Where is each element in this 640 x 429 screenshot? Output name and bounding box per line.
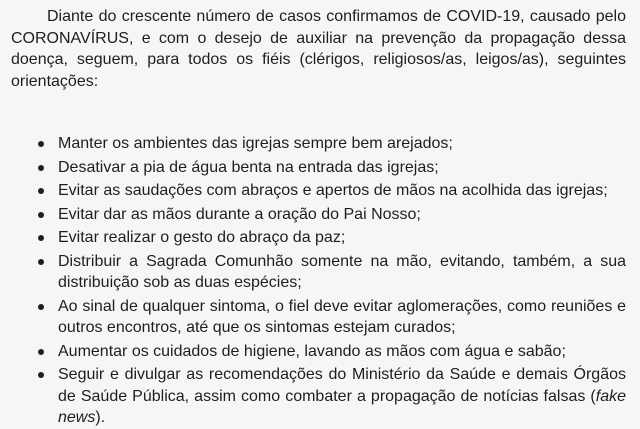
list-item-text: Aumentar os cuidados de higiene, lavando as mãos com água e sabão; — [58, 342, 566, 360]
list-item — [11, 157, 626, 179]
bullet-icon — [38, 259, 44, 265]
list-item-text: Manter os ambientes das igrejas sempre bem arejados; — [58, 135, 453, 152]
list-item-text: Evitar realizar o gesto do abraço da paz; — [58, 229, 346, 246]
intro-paragraph: Diante do crescente número de casos confirmamos de COVID-19, causado pelo CORONAVÍRUS, e com o desejo de auxiliar na prevenção da propagação dessa doença, seguem, para todos os fiéis (clérigos, religiosos/as, leigos/as), seguintes orientações: — [11, 8, 626, 90]
list-item — [11, 227, 626, 249]
bullet-icon — [38, 141, 44, 147]
list-item-text: Desativar a pia de água benta na entrada das igrejas; — [58, 158, 439, 176]
list-item-text: Evitar as saudações com abraços e apertos de mãos na acolhida das igrejas; — [58, 182, 608, 199]
bullet-icon — [38, 235, 44, 241]
list-item — [11, 296, 626, 339]
list-item — [11, 133, 626, 155]
bullet-icon — [38, 349, 44, 355]
list-item — [11, 341, 626, 363]
bullet-icon — [38, 372, 44, 378]
list-item — [11, 204, 626, 226]
bullet-icon — [38, 188, 44, 194]
list-item — [11, 364, 626, 429]
list-item-suffix: ). — [95, 409, 106, 426]
emphasis-text: fake news — [58, 387, 626, 426]
list-item — [11, 180, 626, 202]
bullet-icon — [38, 212, 44, 218]
list-item-text: Distribuir a Sagrada Comunhão somente na mão, evitando, também, a sua distribuição sob as duas espécies; — [58, 252, 626, 291]
list-item — [11, 251, 626, 294]
list-item-text: Evitar dar as mãos durante a oração do Pai Nosso; — [58, 205, 421, 223]
list-item-text: Ao sinal de qualquer sintoma, o fiel deve evitar aglomerações, como reuniões e outros encontros, até que os sintomas estejam curados; — [58, 297, 626, 336]
guidelines-list — [11, 133, 626, 429]
list-item-text: Seguir e divulgar as recomendações do Ministério da Saúde e demais Órgãos de Saúde Pública, assim como combater a propagação de notícias falsas ( — [58, 366, 626, 405]
bullet-icon — [38, 304, 44, 310]
bullet-icon — [38, 165, 44, 171]
